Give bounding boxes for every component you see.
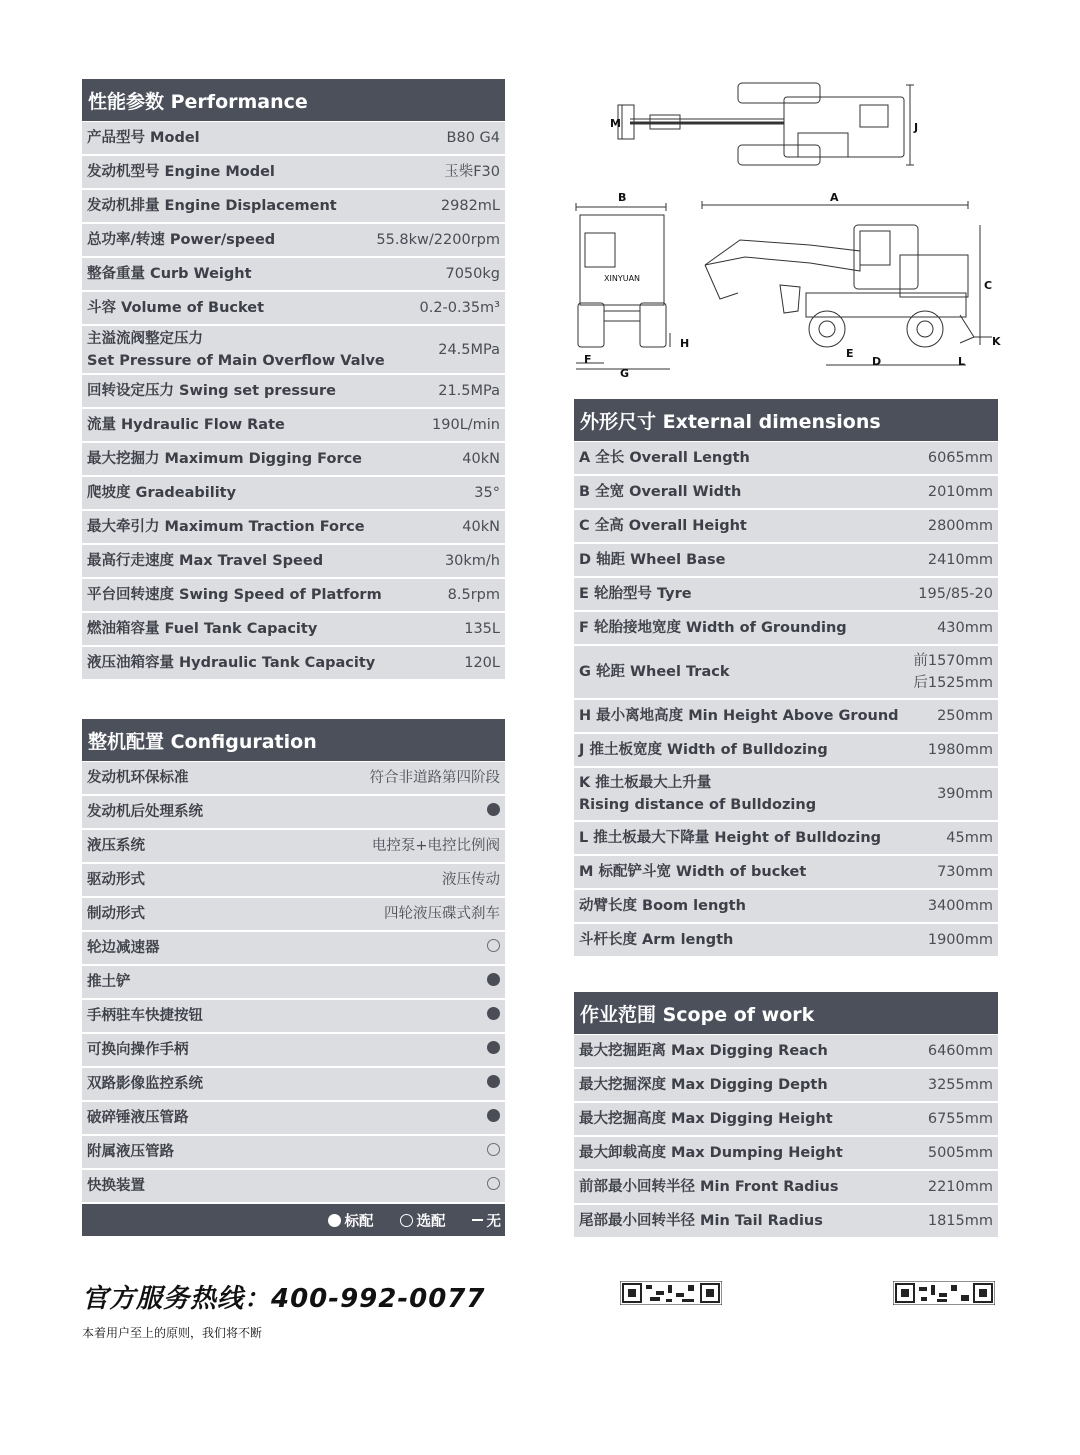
row-label-secondary: Rising distance of Bulldozing xyxy=(579,797,817,813)
row-label: 动臂长度 Boom length xyxy=(579,898,746,914)
row-value: 2210mm xyxy=(927,1179,993,1195)
row-label: 可换向操作手柄 xyxy=(87,1042,189,1058)
row-value: 3400mm xyxy=(927,898,993,914)
table-row xyxy=(82,966,505,998)
row-value: B80 G4 xyxy=(446,130,500,146)
row-value: 1980mm xyxy=(927,742,993,758)
row-value: 24.5MPa xyxy=(438,341,500,358)
table-row xyxy=(574,510,998,542)
row-value: 2410mm xyxy=(927,552,993,568)
table-row xyxy=(574,646,998,698)
scope-table xyxy=(574,992,998,1239)
table-row xyxy=(82,762,505,794)
table-row xyxy=(574,442,998,474)
row-value: 250mm xyxy=(937,708,993,724)
row-label: 最大牵引力 Maximum Traction Force xyxy=(87,519,365,535)
configuration-table xyxy=(82,719,505,1236)
table-row xyxy=(574,822,998,854)
row-value: 1900mm xyxy=(927,932,993,948)
row-label: 爬坡度 Gradeability xyxy=(87,485,237,501)
row-label: A 全长 Overall Length xyxy=(579,450,750,466)
row-label: 推土铲 xyxy=(87,974,131,990)
standard-dot-icon xyxy=(487,1041,500,1054)
row-label: 尾部最小回转半径 Min Tail Radius xyxy=(579,1213,823,1229)
row-label: 最大挖掘高度 Max Digging Height xyxy=(579,1111,833,1127)
row-label: D 轴距 Wheel Base xyxy=(579,552,726,568)
qr-code-right xyxy=(893,1281,995,1305)
row-value: 6460mm xyxy=(927,1043,993,1059)
standard-dot-icon xyxy=(487,1007,500,1020)
table-row xyxy=(82,156,505,188)
table-row xyxy=(82,1170,505,1202)
table-row xyxy=(82,511,505,543)
table-row xyxy=(82,1136,505,1168)
table-row xyxy=(82,1102,505,1134)
row-value: 195/85-20 xyxy=(918,586,993,602)
table-row xyxy=(574,1137,998,1169)
service-hotline: 官方服务热线：400-992-0077 xyxy=(82,1284,486,1314)
side-view-drawing xyxy=(702,201,992,365)
table-row xyxy=(574,544,998,576)
optional-circle-icon xyxy=(487,1177,500,1190)
row-value: 135L xyxy=(464,621,500,637)
row-label: 发动机型号 Engine Model xyxy=(87,164,275,180)
row-label-secondary: Set Pressure of Main Overflow Valve xyxy=(87,352,385,369)
legend-optional: 选配 xyxy=(416,1213,446,1230)
label-C: C xyxy=(984,279,993,292)
label-J: J xyxy=(914,121,919,134)
row-label: 液压系统 xyxy=(87,838,145,854)
row-label: 手柄驻车快捷按钮 xyxy=(87,1008,203,1024)
row-value: 3255mm xyxy=(927,1077,993,1093)
row-value: 7050kg xyxy=(445,266,500,282)
table-row xyxy=(574,1103,998,1135)
row-label: 总功率/转速 Power/speed xyxy=(87,232,276,248)
row-label: 最高行走速度 Max Travel Speed xyxy=(87,553,324,569)
label-F: F xyxy=(584,353,592,366)
row-value: 四轮液压碟式刹车 xyxy=(384,906,500,922)
table-row xyxy=(574,924,998,956)
row-label: B 全宽 Overall Width xyxy=(579,484,742,500)
label-M: M xyxy=(610,117,621,130)
table-row xyxy=(574,1205,998,1237)
label-E: E xyxy=(846,347,854,360)
row-value: 35° xyxy=(474,485,500,501)
configuration-legend xyxy=(82,1204,505,1236)
label-L: L xyxy=(958,355,966,368)
row-label: 附属液压管路 xyxy=(87,1144,174,1160)
row-value: 2010mm xyxy=(927,484,993,500)
row-label: 发动机后处理系统 xyxy=(87,804,203,820)
table-row xyxy=(82,224,505,256)
table-row xyxy=(82,613,505,645)
row-value: 5005mm xyxy=(927,1145,993,1161)
configuration-title: 整机配置 Configuration xyxy=(82,719,505,761)
table-row xyxy=(82,375,505,407)
table-row xyxy=(82,579,505,611)
table-row xyxy=(82,898,505,930)
row-label: 整备重量 Curb Weight xyxy=(87,266,252,282)
row-label: K 推土板最大上升量 xyxy=(579,775,712,791)
row-label: 前部最小回转半径 Min Front Radius xyxy=(579,1179,839,1195)
scope-title: 作业范围 Scope of work xyxy=(574,992,998,1034)
row-value: 390mm xyxy=(937,786,993,802)
row-label: 制动形式 xyxy=(87,906,145,922)
row-label: G 轮距 Wheel Track xyxy=(579,664,730,680)
table-row xyxy=(574,734,998,766)
row-value: 符合非道路第四阶段 xyxy=(369,770,500,786)
none-dash-icon xyxy=(472,1219,483,1221)
row-value: 0.2-0.35m³ xyxy=(419,300,500,316)
row-label: F 轮胎接地宽度 Width of Grounding xyxy=(579,620,847,636)
table-row xyxy=(574,856,998,888)
table-row xyxy=(574,1069,998,1101)
row-label: 燃油箱容量 Fuel Tank Capacity xyxy=(87,621,318,637)
table-row xyxy=(82,1034,505,1066)
row-label: 最大卸载高度 Max Dumping Height xyxy=(579,1145,843,1161)
table-row xyxy=(82,443,505,475)
optional-circle-icon xyxy=(487,1143,500,1156)
row-value: 2982mL xyxy=(440,198,500,214)
row-label: 发动机排量 Engine Displacement xyxy=(87,198,337,214)
row-label: 破碎锤液压管路 xyxy=(87,1110,189,1126)
row-value: 40kN xyxy=(462,519,500,535)
row-value: 190L/min xyxy=(432,417,500,433)
table-row xyxy=(574,768,998,820)
row-label: 最大挖掘深度 Max Digging Depth xyxy=(579,1077,828,1093)
row-value: 30km/h xyxy=(444,553,500,569)
table-row xyxy=(82,409,505,441)
row-value: 玉柴F30 xyxy=(444,164,500,180)
row-label: 回转设定压力 Swing set pressure xyxy=(87,383,336,399)
row-value: 8.5rpm xyxy=(447,587,500,603)
row-label: M 标配铲斗宽 Width of bucket xyxy=(579,864,807,880)
table-row xyxy=(82,122,505,154)
table-row xyxy=(82,292,505,324)
performance-table xyxy=(82,79,505,681)
standard-dot-icon xyxy=(487,1109,500,1122)
row-label: 平台回转速度 Swing Speed of Platform xyxy=(87,587,382,603)
legend-standard: 标配 xyxy=(344,1213,374,1230)
brand-mark: XINYUAN xyxy=(604,274,641,283)
table-row xyxy=(82,326,505,373)
table-row xyxy=(574,578,998,610)
standard-dot-icon xyxy=(328,1214,341,1227)
row-label: C 全高 Overall Height xyxy=(579,518,747,534)
label-D: D xyxy=(872,355,882,368)
row-value-secondary: 后1525mm xyxy=(913,675,993,691)
row-label: 快换装置 xyxy=(87,1178,145,1194)
row-value: 120L xyxy=(464,655,500,671)
standard-dot-icon xyxy=(487,973,500,986)
row-label: L 推土板最大下降量 Height of Bulldozing xyxy=(579,830,882,846)
row-value: 21.5MPa xyxy=(438,383,500,399)
table-row xyxy=(574,1171,998,1203)
table-row xyxy=(82,545,505,577)
table-row xyxy=(82,190,505,222)
table-row xyxy=(82,647,505,679)
row-value: 6065mm xyxy=(927,450,993,466)
table-row xyxy=(82,796,505,828)
dimensions-title: 外形尺寸 External dimensions xyxy=(574,399,998,441)
row-value: 液压传动 xyxy=(442,872,500,888)
row-value: 45mm xyxy=(946,830,993,846)
standard-dot-icon xyxy=(487,803,500,816)
table-row xyxy=(574,612,998,644)
row-value: 1815mm xyxy=(927,1213,993,1229)
label-H: H xyxy=(680,337,690,350)
table-row xyxy=(574,700,998,732)
table-row xyxy=(574,890,998,922)
table-row xyxy=(574,1035,998,1067)
table-row xyxy=(82,258,505,290)
table-row xyxy=(82,1000,505,1032)
performance-title: 性能参数 Performance xyxy=(82,79,505,121)
table-row xyxy=(82,477,505,509)
label-A: A xyxy=(830,191,839,204)
row-label: 双路影像监控系统 xyxy=(87,1076,203,1092)
table-row xyxy=(82,932,505,964)
table-row xyxy=(82,830,505,862)
row-value: 6755mm xyxy=(927,1111,993,1127)
row-label: 轮边减速器 xyxy=(87,940,160,956)
legend-none: 无 xyxy=(486,1213,501,1230)
row-label: E 轮胎型号 Tyre xyxy=(579,586,692,602)
row-label: J 推土板宽度 Width of Bulldozing xyxy=(579,742,828,758)
row-value: 430mm xyxy=(937,620,993,636)
dimensions-table xyxy=(574,399,998,958)
row-value: 40kN xyxy=(462,451,500,467)
row-label: 斗容 Volume of Bucket xyxy=(87,300,265,316)
row-label: H 最小离地高度 Min Height Above Ground xyxy=(579,708,899,724)
row-value: 前1570mm xyxy=(913,653,993,669)
row-value: 电控泵+电控比例阀 xyxy=(371,838,500,854)
row-label: 液压油箱容量 Hydraulic Tank Capacity xyxy=(87,655,376,671)
label-K: K xyxy=(992,335,1001,348)
footer-note: 本着用户至上的原则，我们将不断 xyxy=(82,1326,263,1340)
optional-circle-icon xyxy=(487,939,500,952)
label-G: G xyxy=(620,367,630,380)
row-label: 最大挖掘力 Maximum Digging Force xyxy=(87,451,363,467)
row-label: 产品型号 Model xyxy=(87,130,200,146)
row-label: 最大挖掘距离 Max Digging Reach xyxy=(579,1043,828,1059)
row-value: 55.8kw/2200rpm xyxy=(376,232,500,248)
top-view-drawing xyxy=(618,83,914,165)
row-value: 730mm xyxy=(937,864,993,880)
front-view-drawing xyxy=(576,203,670,369)
excavator-dimension-diagram xyxy=(570,75,1010,385)
table-row xyxy=(82,1068,505,1100)
table-row xyxy=(82,864,505,896)
label-B: B xyxy=(618,191,627,204)
row-label: 驱动形式 xyxy=(87,872,145,888)
row-label: 发动机环保标准 xyxy=(87,770,189,786)
table-row xyxy=(574,476,998,508)
row-label: 主溢流阀整定压力 xyxy=(87,330,203,347)
row-value: 2800mm xyxy=(927,518,993,534)
optional-circle-icon xyxy=(400,1214,413,1227)
row-label: 斗杆长度 Arm length xyxy=(579,932,734,948)
standard-dot-icon xyxy=(487,1075,500,1088)
qr-code-left xyxy=(620,1281,722,1305)
row-label: 流量 Hydraulic Flow Rate xyxy=(87,417,285,433)
